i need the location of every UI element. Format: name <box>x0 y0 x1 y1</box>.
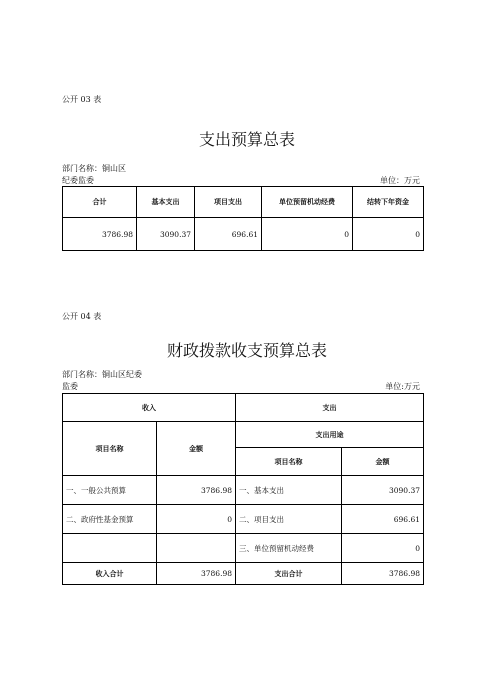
table2-sub-header-row <box>63 422 424 448</box>
table1-dept-line1: 部门名称：铜山区 <box>62 164 126 173</box>
col-header-project: 项目支出 <box>195 187 262 218</box>
income-total-amount: 3786.98 <box>157 563 236 585</box>
table1-ref: 公开 03 表 <box>62 95 102 104</box>
income-header: 收入 <box>63 394 236 422</box>
item-name-header: 项目名称 <box>63 422 157 476</box>
exp-item-name-header: 项目名称 <box>236 448 342 476</box>
expense-amount: 3090.37 <box>342 476 424 505</box>
income-amount: 0 <box>157 505 236 534</box>
cell-project: 696.61 <box>195 218 262 251</box>
table2-ref: 公开 04 表 <box>62 312 102 321</box>
expense-total-label: 支出合计 <box>236 563 342 585</box>
cell-carryover: 0 <box>353 218 424 251</box>
expense-amount: 696.61 <box>342 505 424 534</box>
table2-unit: 单位:万元 <box>385 382 420 391</box>
income-amount: 3786.98 <box>157 476 236 505</box>
expense-use-header: 支出用途 <box>236 422 424 448</box>
table-row <box>63 218 424 251</box>
table1-title: 支出预算总表 <box>198 130 295 149</box>
cell-total: 3786.98 <box>63 218 137 251</box>
expense-header: 支出 <box>236 394 424 422</box>
table1 <box>62 186 424 251</box>
income-item-name: 一、一般公共预算 <box>63 476 157 505</box>
cell-reserve: 0 <box>262 218 353 251</box>
col-header-total: 合计 <box>63 187 137 218</box>
table1-unit: 单位：万元 <box>380 176 420 185</box>
table-row <box>63 534 424 563</box>
col-header-carryover: 结转下年资金 <box>353 187 424 218</box>
table1-header-row <box>63 187 424 218</box>
col-header-reserve: 单位预留机动经费 <box>262 187 353 218</box>
col-header-basic: 基本支出 <box>137 187 195 218</box>
expense-amount: 0 <box>342 534 424 563</box>
amount-header: 金额 <box>157 422 236 476</box>
income-amount <box>157 534 236 563</box>
expense-item-name: 一、基本支出 <box>236 476 342 505</box>
table-row <box>63 476 424 505</box>
table2-top-header-row <box>63 394 424 422</box>
table2-dept-line1: 部门名称：铜山区纪委 <box>62 370 142 379</box>
exp-amount-header: 金额 <box>342 448 424 476</box>
expense-total-amount: 3786.98 <box>342 563 424 585</box>
table2-title: 财政拨款收支预算总表 <box>166 341 327 360</box>
cell-basic: 3090.37 <box>137 218 195 251</box>
table1-dept-line2: 纪委监委 <box>62 176 94 185</box>
expense-item-name: 二、项目支出 <box>236 505 342 534</box>
income-item-name <box>63 534 157 563</box>
income-item-name: 二、政府性基金预算 <box>63 505 157 534</box>
expense-item-name: 三、单位预留机动经费 <box>236 534 342 563</box>
income-total-label: 收入合计 <box>63 563 157 585</box>
table-row <box>63 505 424 534</box>
total-row <box>63 563 424 585</box>
table2-dept-line2: 监委 <box>62 382 78 391</box>
table2 <box>62 393 424 585</box>
